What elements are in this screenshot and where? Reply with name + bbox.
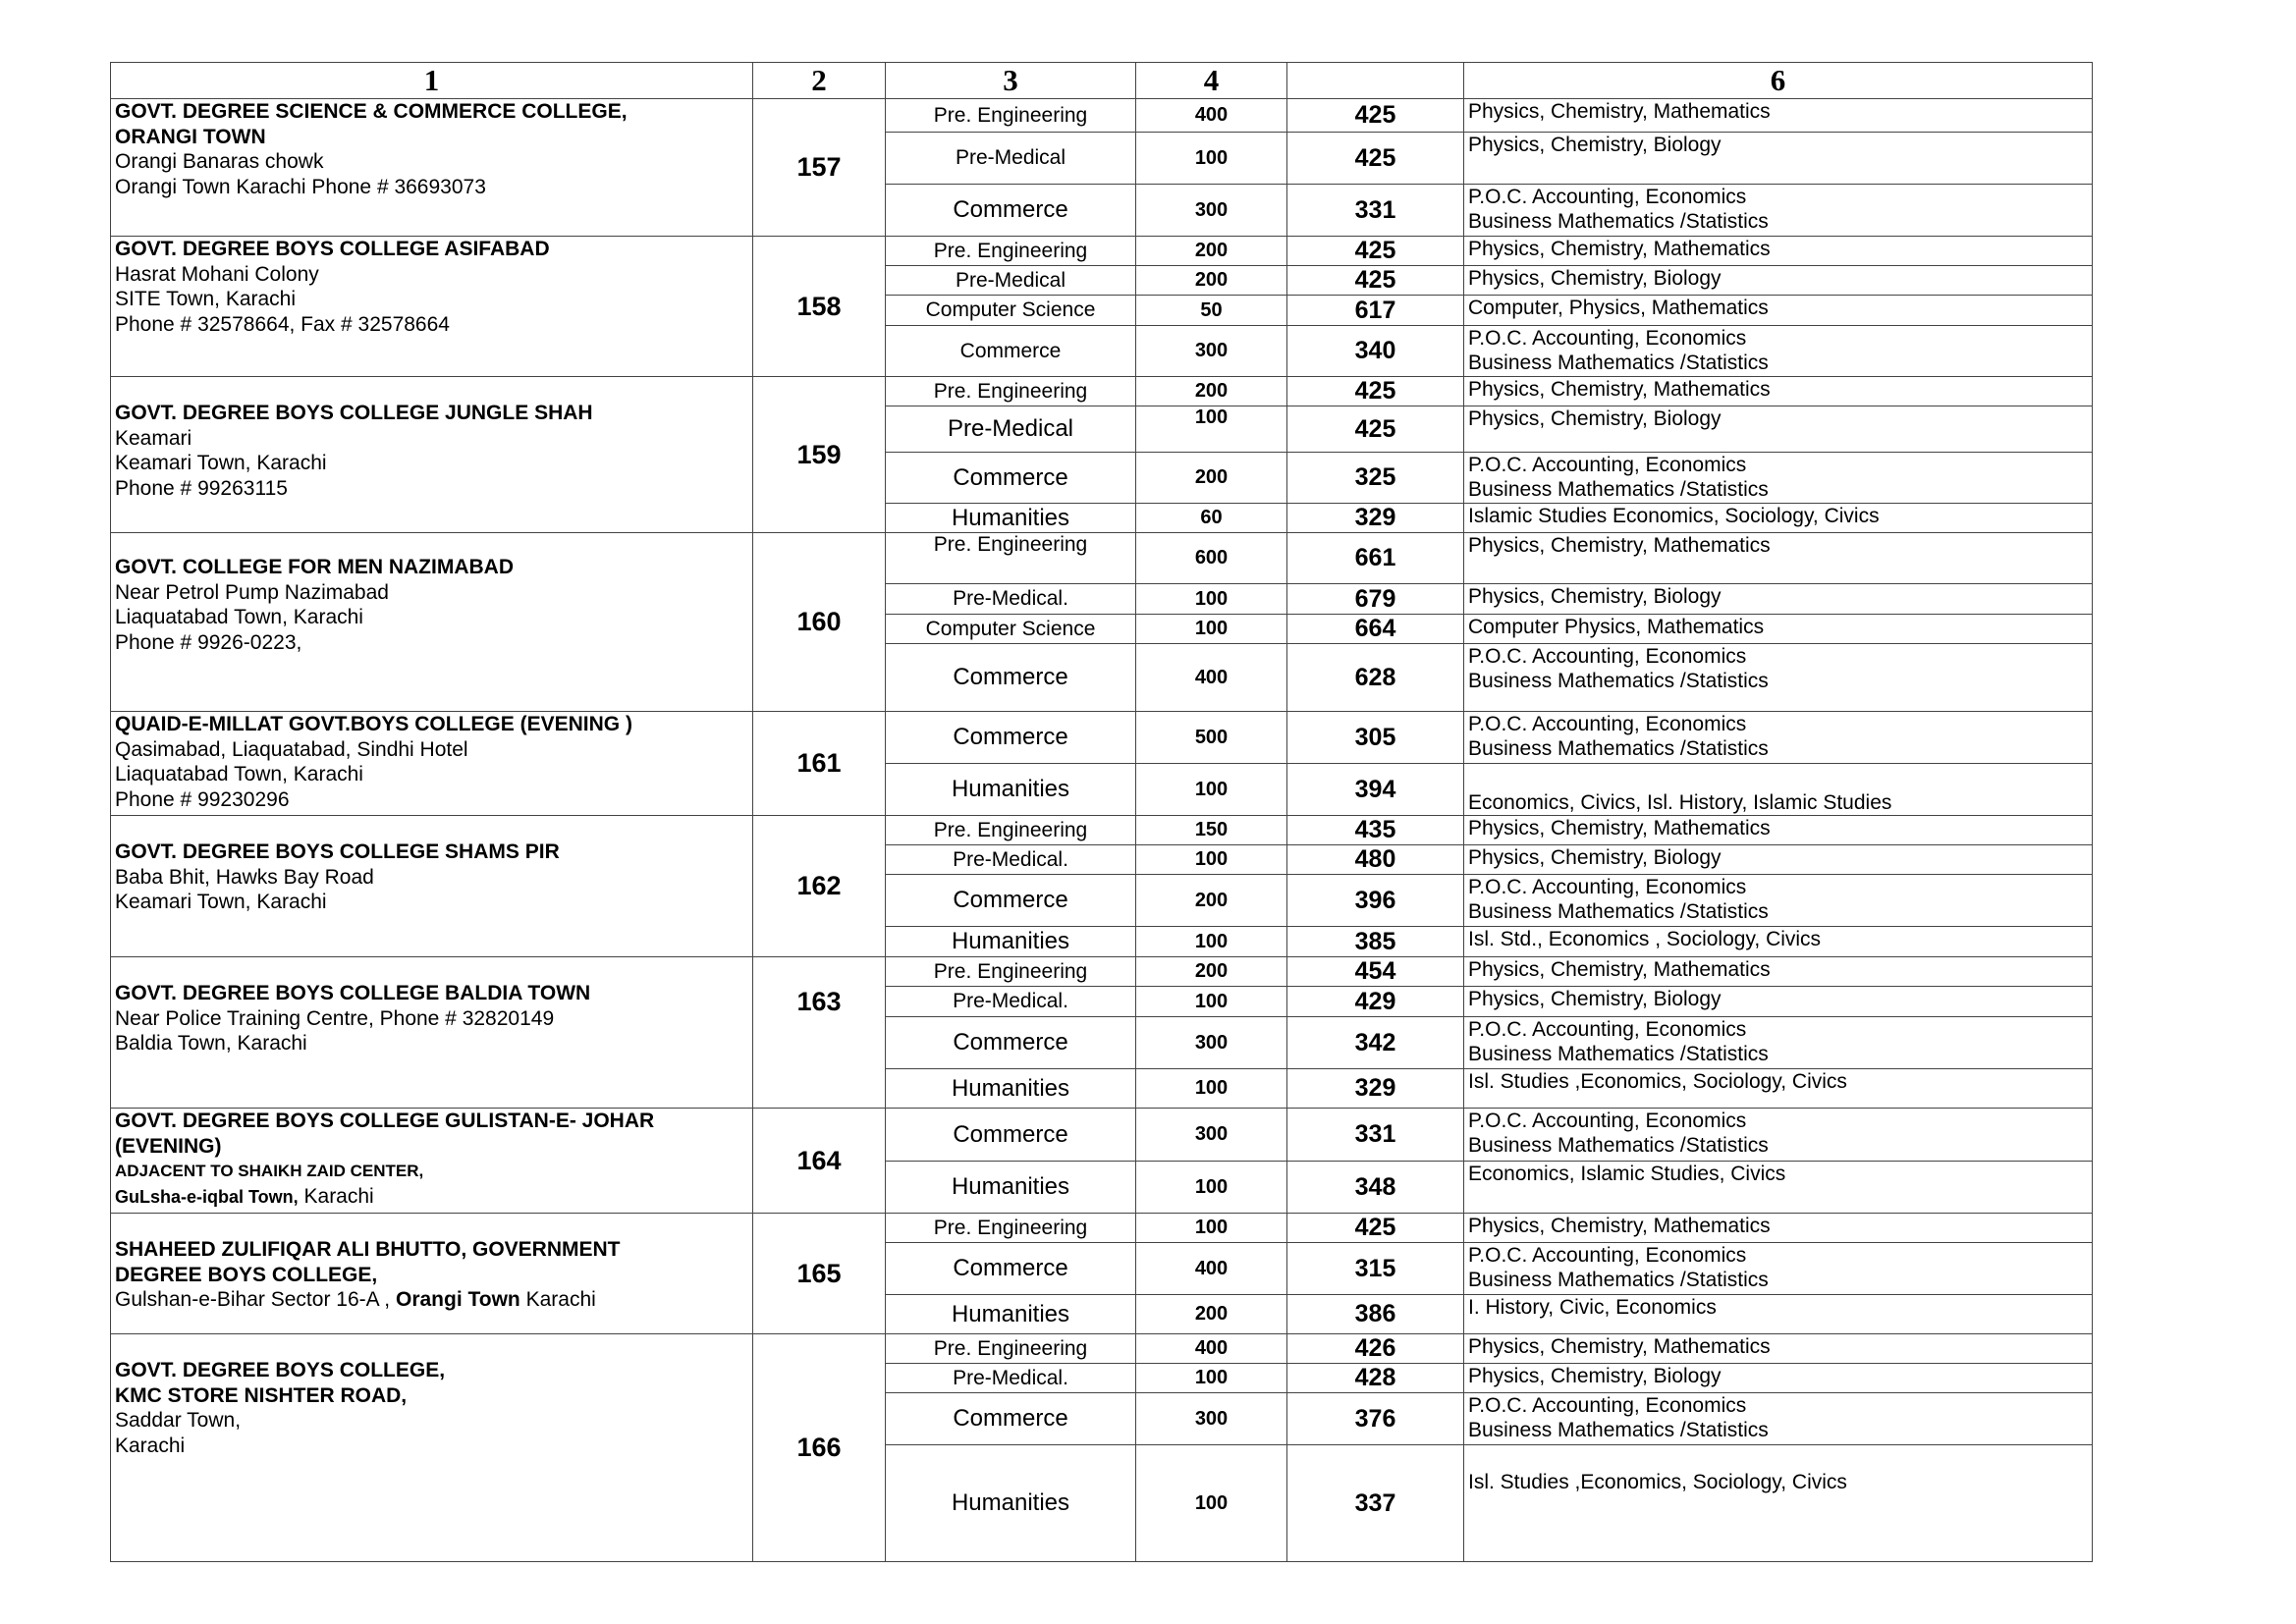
subjects-cell: Physics, Chemistry, Mathematics	[1464, 816, 2093, 845]
seats-cell: 200	[1136, 266, 1287, 296]
merit-cell: 342	[1287, 1017, 1464, 1069]
group-cell: Commerce	[886, 1243, 1136, 1295]
subjects-cell: Physics, Chemistry, Mathematics	[1464, 1334, 2093, 1364]
group-cell: Pre. Engineering	[886, 533, 1136, 584]
merit-cell: 348	[1287, 1162, 1464, 1214]
college-address: Liaquatabad Town, Karachi	[115, 606, 363, 628]
subjects-cell: Physics, Chemistry, Mathematics	[1464, 533, 2093, 584]
merit-cell: 435	[1287, 816, 1464, 845]
subjects-cell: Physics, Chemistry, Biology	[1464, 1364, 2093, 1393]
college-address: Phone # 32578664, Fax # 32578664	[115, 312, 450, 336]
header-col-3: 3	[886, 63, 1136, 99]
merit-cell: 337	[1287, 1445, 1464, 1562]
header-col-1: 1	[111, 63, 753, 99]
group-cell: Humanities	[886, 1069, 1136, 1109]
college-address-city: Karachi	[519, 1288, 596, 1311]
merit-cell: 661	[1287, 533, 1464, 584]
college-name: GOVT. DEGREE BOYS COLLEGE BALDIA TOWN	[115, 982, 591, 1004]
seats-cell: 100	[1136, 927, 1287, 957]
subjects-cell: Isl. Studies ,Economics, Sociology, Civics	[1464, 1069, 2093, 1109]
merit-cell: 331	[1287, 1109, 1464, 1162]
college-address: Qasimabad, Liaquatabad, Sindhi Hotel	[115, 737, 468, 761]
merit-cell: 425	[1287, 133, 1464, 185]
merit-cell: 425	[1287, 1214, 1464, 1243]
college-address	[115, 1287, 748, 1313]
subjects-cell	[1464, 1393, 2093, 1445]
merit-cell: 305	[1287, 712, 1464, 764]
merit-cell: 425	[1287, 406, 1464, 453]
subject-line: P.O.C. Accounting, Economics	[1468, 454, 1747, 476]
subjects-cell: Physics, Chemistry, Mathematics	[1464, 957, 2093, 987]
subjects-cell: Computer Physics, Mathematics	[1464, 615, 2093, 644]
seats-cell: 300	[1136, 326, 1287, 377]
college-number: 166	[753, 1334, 886, 1562]
college-cell	[111, 1214, 753, 1334]
group-cell: Humanities	[886, 504, 1136, 533]
subjects-cell	[1464, 326, 2093, 377]
college-address: Keamari	[115, 426, 192, 450]
college-name: GOVT. DEGREE BOYS COLLEGE JUNGLE SHAH	[115, 402, 593, 424]
college-address: Near Police Training Centre, Phone # 32820149	[115, 1006, 555, 1030]
group-cell: Commerce	[886, 644, 1136, 712]
college-address: Orangi Banaras chowk	[115, 150, 324, 173]
college-name: GOVT. DEGREE BOYS COLLEGE,	[115, 1359, 446, 1381]
group-cell: Humanities	[886, 1162, 1136, 1214]
group-cell: Humanities	[886, 927, 1136, 957]
seats-cell: 400	[1136, 644, 1287, 712]
subjects-cell: Physics, Chemistry, Biology	[1464, 133, 2093, 185]
merit-cell: 425	[1287, 266, 1464, 296]
group-cell: Computer Science	[886, 615, 1136, 644]
subject-line: Business Mathematics /Statistics	[1468, 737, 1769, 760]
merit-cell: 385	[1287, 927, 1464, 957]
seats-cell: 200	[1136, 1295, 1287, 1334]
college-address: SITE Town, Karachi	[115, 288, 297, 310]
merit-cell: 329	[1287, 504, 1464, 533]
college-address: Hasrat Mohani Colony	[115, 262, 319, 286]
subject-line: P.O.C. Accounting, Economics	[1468, 1394, 1747, 1417]
subject-line: P.O.C. Accounting, Economics	[1468, 327, 1747, 350]
merit-cell: 386	[1287, 1295, 1464, 1334]
group-cell: Pre-Medical	[886, 133, 1136, 185]
college-cell	[111, 712, 753, 816]
college-name: ORANGI TOWN	[115, 125, 266, 148]
merit-cell: 329	[1287, 1069, 1464, 1109]
college-number: 165	[753, 1214, 886, 1334]
subject-line: P.O.C. Accounting, Economics	[1468, 186, 1747, 208]
merit-cell: 425	[1287, 99, 1464, 133]
college-number: 159	[753, 377, 886, 533]
subject-line: Business Mathematics /Statistics	[1468, 900, 1769, 923]
subjects-cell: Economics, Civics, Isl. History, Islamic Studies	[1464, 764, 2093, 816]
seats-cell: 50	[1136, 296, 1287, 326]
group-cell: Pre-Medical.	[886, 1364, 1136, 1393]
merit-cell: 429	[1287, 987, 1464, 1017]
college-number: 157	[753, 99, 886, 237]
college-name: GOVT. DEGREE BOYS COLLEGE ASIFABAD	[115, 238, 550, 260]
college-name: GOVT. DEGREE SCIENCE & COMMERCE COLLEGE,	[115, 100, 628, 123]
college-name: GOVT. DEGREE BOYS COLLEGE GULISTAN-E- JOHAR	[115, 1110, 655, 1132]
subject-line: P.O.C. Accounting, Economics	[1468, 1244, 1747, 1267]
group-cell: Pre-Medical.	[886, 987, 1136, 1017]
header-col-6: 6	[1464, 63, 2093, 99]
group-cell: Humanities	[886, 1445, 1136, 1562]
college-number: 164	[753, 1109, 886, 1214]
merit-cell: 376	[1287, 1393, 1464, 1445]
seats-cell: 100	[1136, 615, 1287, 644]
subjects-cell: Islamic Studies Economics, Sociology, Civics	[1464, 504, 2093, 533]
college-address: ADJACENT TO SHAIKH ZAID CENTER,	[115, 1162, 424, 1180]
college-cell	[111, 1334, 753, 1562]
table-row	[111, 533, 2093, 584]
group-cell: Commerce	[886, 326, 1136, 377]
college-address: Keamari Town, Karachi	[115, 891, 327, 913]
header-row	[111, 63, 2093, 99]
group-cell: Pre-Medical	[886, 406, 1136, 453]
subjects-cell: Physics, Chemistry, Biology	[1464, 584, 2093, 615]
subject-line: P.O.C. Accounting, Economics	[1468, 876, 1747, 898]
college-cell	[111, 377, 753, 533]
subjects-cell: Physics, Chemistry, Biology	[1464, 845, 2093, 875]
seats-cell: 100	[1136, 1069, 1287, 1109]
college-name: GOVT. DEGREE BOYS COLLEGE SHAMS PIR	[115, 840, 560, 863]
seats-cell: 400	[1136, 1334, 1287, 1364]
group-cell: Pre-Medical	[886, 266, 1136, 296]
header-col-2: 2	[753, 63, 886, 99]
college-number: 162	[753, 816, 886, 957]
table-row	[111, 957, 2093, 987]
seats-cell: 400	[1136, 1243, 1287, 1295]
seats-cell: 500	[1136, 712, 1287, 764]
merit-cell: 331	[1287, 185, 1464, 237]
merit-cell: 315	[1287, 1243, 1464, 1295]
subjects-cell	[1464, 644, 2093, 712]
college-address: Baldia Town, Karachi	[115, 1032, 307, 1055]
seats-cell: 100	[1136, 987, 1287, 1017]
seats-cell: 150	[1136, 816, 1287, 845]
merit-cell: 340	[1287, 326, 1464, 377]
subject-line: Business Mathematics /Statistics	[1468, 478, 1769, 501]
college-address	[115, 1184, 748, 1211]
seats-cell: 300	[1136, 185, 1287, 237]
seats-cell: 60	[1136, 504, 1287, 533]
subjects-cell: Economics, Islamic Studies, Civics	[1464, 1162, 2093, 1214]
subjects-cell: Physics, Chemistry, Biology	[1464, 266, 2093, 296]
merit-cell: 325	[1287, 453, 1464, 504]
college-cell	[111, 1109, 753, 1214]
subjects-cell: Physics, Chemistry, Biology	[1464, 987, 2093, 1017]
subject-line: P.O.C. Accounting, Economics	[1468, 713, 1747, 735]
subjects-cell: Physics, Chemistry, Mathematics	[1464, 99, 2093, 133]
merit-cell: 394	[1287, 764, 1464, 816]
table-row	[111, 1109, 2093, 1162]
subjects-cell: Computer, Physics, Mathematics	[1464, 296, 2093, 326]
merit-cell: 628	[1287, 644, 1464, 712]
subjects-cell	[1464, 712, 2093, 764]
seats-cell: 200	[1136, 377, 1287, 406]
table-row	[111, 712, 2093, 764]
college-address: Orangi Town Karachi Phone # 36693073	[115, 175, 486, 198]
college-name: GOVT. COLLEGE FOR MEN NAZIMABAD	[115, 556, 514, 578]
subject-line: P.O.C. Accounting, Economics	[1468, 1018, 1747, 1041]
seats-cell: 600	[1136, 533, 1287, 584]
subjects-cell: Isl. Studies ,Economics, Sociology, Civics	[1464, 1445, 2093, 1562]
seats-cell: 300	[1136, 1017, 1287, 1069]
seats-cell: 200	[1136, 453, 1287, 504]
subjects-cell: I. History, Civic, Economics	[1464, 1295, 2093, 1334]
subject-line: Business Mathematics /Statistics	[1468, 1043, 1769, 1065]
group-cell: Commerce	[886, 453, 1136, 504]
college-name: KMC STORE NISHTER ROAD,	[115, 1383, 408, 1407]
subjects-cell: Physics, Chemistry, Mathematics	[1464, 237, 2093, 266]
college-address: Liaquatabad Town, Karachi	[115, 763, 363, 785]
subjects-cell	[1464, 875, 2093, 927]
merit-cell: 454	[1287, 957, 1464, 987]
merit-cell: 617	[1287, 296, 1464, 326]
group-cell: Pre. Engineering	[886, 377, 1136, 406]
college-address: Baba Bhit, Hawks Bay Road	[115, 865, 374, 889]
college-name: DEGREE BOYS COLLEGE,	[115, 1263, 378, 1286]
seats-cell: 100	[1136, 406, 1287, 453]
college-address: Near Petrol Pump Nazimabad	[115, 580, 389, 604]
subject-line: Business Mathematics /Statistics	[1468, 1419, 1769, 1441]
header-col-4: 4	[1136, 63, 1287, 99]
seats-cell: 100	[1136, 1445, 1287, 1562]
college-number: 160	[753, 533, 886, 712]
table-row	[111, 377, 2093, 406]
subjects-cell	[1464, 1109, 2093, 1162]
seats-cell: 100	[1136, 845, 1287, 875]
merit-cell: 396	[1287, 875, 1464, 927]
subjects-cell: Physics, Chemistry, Biology	[1464, 406, 2093, 453]
merit-cell: 426	[1287, 1334, 1464, 1364]
college-number: 161	[753, 712, 886, 816]
seats-cell: 100	[1136, 1162, 1287, 1214]
group-cell: Commerce	[886, 185, 1136, 237]
college-address: Saddar Town,	[115, 1409, 242, 1432]
college-address: Karachi	[115, 1434, 186, 1457]
college-address-bold: GuLsha-e-iqbal Town,	[115, 1186, 299, 1207]
subject-line: P.O.C. Accounting, Economics	[1468, 645, 1747, 668]
group-cell: Commerce	[886, 1393, 1136, 1445]
header-col-5	[1287, 63, 1464, 99]
group-cell: Pre. Engineering	[886, 1214, 1136, 1243]
table-row	[111, 237, 2093, 266]
college-admission-table	[110, 62, 2093, 1562]
college-address: Phone # 99263115	[115, 476, 288, 500]
group-cell: Pre. Engineering	[886, 99, 1136, 133]
seats-cell: 300	[1136, 1109, 1287, 1162]
subjects-cell	[1464, 1243, 2093, 1295]
subject-line: Business Mathematics /Statistics	[1468, 352, 1769, 374]
seats-cell: 300	[1136, 1393, 1287, 1445]
merit-cell: 428	[1287, 1364, 1464, 1393]
merit-cell: 425	[1287, 237, 1464, 266]
group-cell: Computer Science	[886, 296, 1136, 326]
college-address: Phone # 9926-0223,	[115, 630, 302, 654]
college-name: (EVENING)	[115, 1134, 222, 1158]
seats-cell: 100	[1136, 133, 1287, 185]
subject-line: P.O.C. Accounting, Economics	[1468, 1110, 1747, 1132]
group-cell: Pre-Medical.	[886, 584, 1136, 615]
group-cell: Pre. Engineering	[886, 957, 1136, 987]
college-cell	[111, 957, 753, 1109]
subject-line: Business Mathematics /Statistics	[1468, 210, 1769, 233]
college-cell	[111, 99, 753, 237]
college-address-town: Orangi Town	[395, 1288, 520, 1311]
college-cell	[111, 816, 753, 957]
group-cell: Humanities	[886, 764, 1136, 816]
group-cell: Humanities	[886, 1295, 1136, 1334]
seats-cell: 100	[1136, 764, 1287, 816]
subjects-cell	[1464, 185, 2093, 237]
subjects-cell: Physics, Chemistry, Mathematics	[1464, 377, 2093, 406]
college-cell	[111, 237, 753, 377]
subjects-cell: Isl. Std., Economics , Sociology, Civics	[1464, 927, 2093, 957]
table-row	[111, 1334, 2093, 1364]
college-number: 158	[753, 237, 886, 377]
subject-line: Business Mathematics /Statistics	[1468, 1269, 1769, 1291]
merit-cell: 425	[1287, 377, 1464, 406]
table-row	[111, 1214, 2093, 1243]
table-row	[111, 99, 2093, 133]
group-cell: Pre. Engineering	[886, 816, 1136, 845]
group-cell: Pre-Medical.	[886, 845, 1136, 875]
merit-cell: 679	[1287, 584, 1464, 615]
college-address-city: Karachi	[298, 1184, 374, 1208]
college-cell	[111, 533, 753, 712]
seats-cell: 100	[1136, 584, 1287, 615]
subjects-cell	[1464, 453, 2093, 504]
seats-cell: 200	[1136, 875, 1287, 927]
group-cell: Commerce	[886, 875, 1136, 927]
subjects-cell	[1464, 1017, 2093, 1069]
seats-cell: 100	[1136, 1214, 1287, 1243]
table-row	[111, 816, 2093, 845]
college-address: Phone # 99230296	[115, 787, 290, 811]
group-cell: Commerce	[886, 1109, 1136, 1162]
college-address: Keamari Town, Karachi	[115, 452, 327, 474]
seats-cell: 400	[1136, 99, 1287, 133]
college-name: SHAHEED ZULIFIQAR ALI BHUTTO, GOVERNMENT	[115, 1238, 621, 1261]
group-cell: Pre. Engineering	[886, 237, 1136, 266]
subject-line: Business Mathematics /Statistics	[1468, 670, 1769, 692]
college-number: 163	[753, 957, 886, 1109]
subjects-cell: Physics, Chemistry, Mathematics	[1464, 1214, 2093, 1243]
seats-cell: 200	[1136, 237, 1287, 266]
group-cell: Commerce	[886, 1017, 1136, 1069]
seats-cell: 100	[1136, 1364, 1287, 1393]
college-address-street: Gulshan-e-Bihar Sector 16-A ,	[115, 1288, 396, 1311]
subject-line: Business Mathematics /Statistics	[1468, 1134, 1769, 1157]
merit-cell: 664	[1287, 615, 1464, 644]
seats-cell: 200	[1136, 957, 1287, 987]
group-cell: Commerce	[886, 712, 1136, 764]
group-cell: Pre. Engineering	[886, 1334, 1136, 1364]
college-name: QUAID-E-MILLAT GOVT.BOYS COLLEGE (EVENING )	[115, 713, 632, 735]
merit-cell: 480	[1287, 845, 1464, 875]
